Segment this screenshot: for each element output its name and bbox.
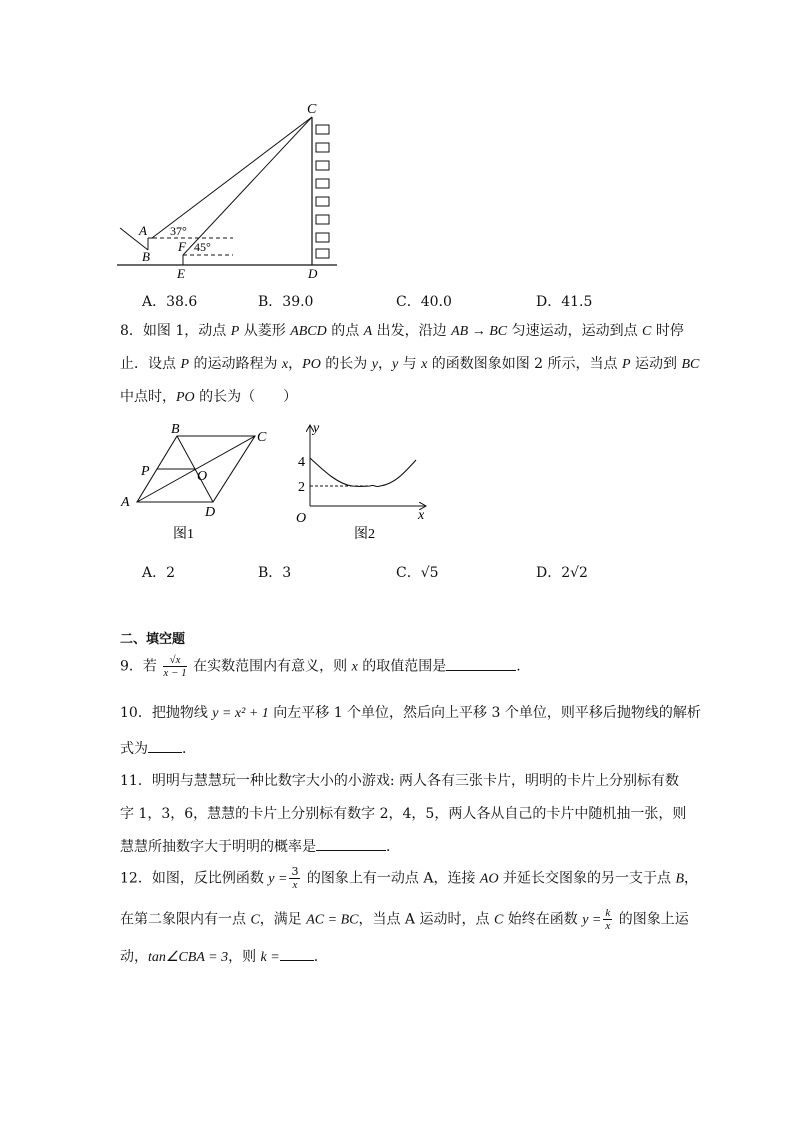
fig1-label-a: A <box>121 495 130 510</box>
q7-label-b: B <box>142 249 150 264</box>
q7-label-a: A <box>139 223 147 238</box>
q7-figure <box>115 95 345 280</box>
q7-angle-45: 45° <box>194 240 211 254</box>
q7-angle-37: 37° <box>170 224 187 238</box>
q7-label-f: F <box>178 239 186 254</box>
fig1-label-p: P <box>141 464 150 479</box>
q8-line-2: 止．设点 P 的运动路程为 x，PO 的长为 y，y 与 x 的函数图象如图 2 所示，当点 P 运动到 BC <box>120 356 700 372</box>
fig1-label-d: D <box>205 505 216 520</box>
q8-option-d: D．2√2 <box>536 565 588 581</box>
fig2-tick-2: 2 <box>298 480 305 495</box>
fig2-origin: O <box>296 511 307 526</box>
q12-line-3: 动，tan∠CBA = 3，则 k = ． <box>120 946 328 966</box>
q9-fraction: $\frac{√x}{x - 1}$ <box>163 654 187 679</box>
q9-line: 9．若 $\frac{√x}{x - 1}$ 在实数范围内有意义，则 x 的取值范围是 . <box>120 654 521 679</box>
section-heading: 二、填空题 <box>120 632 186 647</box>
q12-line-2: 在第二象限内有一点 C，满足 AC = BC，当点 A 运动时，点 C 始终在函数 y = $\frac{k}{x}$ 的图象上运 <box>120 907 689 932</box>
fig2-tick-4: 4 <box>298 455 305 470</box>
q11-line-1: 11．明明与慧慧玩一种比数字大小的小游戏: 两人各有三张卡片，明明的卡片上分别标有数 <box>120 773 679 789</box>
q7-label-e: E <box>177 266 185 280</box>
q8-option-c: C．√5 <box>396 565 439 581</box>
q8-line-1: 8．如图 1，动点 P 从菱形 ABCD 的点 A 出发，沿边 AB → BC 匀速运动，运动到点 C 时停 <box>120 323 684 339</box>
fig1-label-o: O <box>197 469 208 484</box>
q7-label-d: D <box>308 266 318 280</box>
fig1-label-b: B <box>171 422 180 437</box>
q8-line-3: 中点时，PO 的长为（ ） <box>120 389 298 405</box>
q8-option-a: A．2 <box>142 565 176 581</box>
q7-option-d: D．41.5 <box>536 294 593 310</box>
q10-answer-blank[interactable] <box>148 738 182 753</box>
q12-answer-blank[interactable] <box>280 946 314 961</box>
q11-line-3: 慧慧所抽数字大于明明的概率是 ． <box>120 836 400 856</box>
q8-figure-1 <box>115 420 285 545</box>
q8-figure-2 <box>290 420 440 545</box>
q7-label-c: C <box>307 102 317 117</box>
q9-answer-blank[interactable] <box>446 656 516 671</box>
q7-option-b: B．39.0 <box>258 294 314 310</box>
q10-line-2: 式为 ． <box>120 738 196 758</box>
q11-line-2: 字 1，3，6，慧慧的卡片上分别标有数字 2，4，5，两人各从自己的卡片中随机抽一张，则 <box>120 806 687 822</box>
q12-line-1: 12．如图，反比例函数 y = $\frac{3}{x}$ 的图象上有一动点 A，连接 AO 并延长交图象的另一支于点 B， <box>120 865 699 891</box>
fig1-caption: 图1 <box>173 527 194 542</box>
q12-fraction-k-over-x: $\frac{k}{x}$ <box>605 907 611 932</box>
fig2-x-label: x <box>418 508 425 523</box>
fig2-y-label: y <box>313 421 320 436</box>
q12-fraction-3-over-x: $\frac{3}{x}$ <box>291 865 299 891</box>
q7-option-c: C．40.0 <box>396 294 452 310</box>
q10-line-1: 10．把抛物线 y = x² + 1 向左平移 1 个单位，然后向上平移 3 个单位，则平移后抛物线的解析 <box>120 705 701 721</box>
q8-option-b: B．3 <box>258 565 292 581</box>
q7-option-a: A．38.6 <box>142 294 198 310</box>
fig2-caption: 图2 <box>354 527 375 542</box>
fig1-label-c: C <box>257 430 267 445</box>
q11-answer-blank[interactable] <box>316 836 386 851</box>
